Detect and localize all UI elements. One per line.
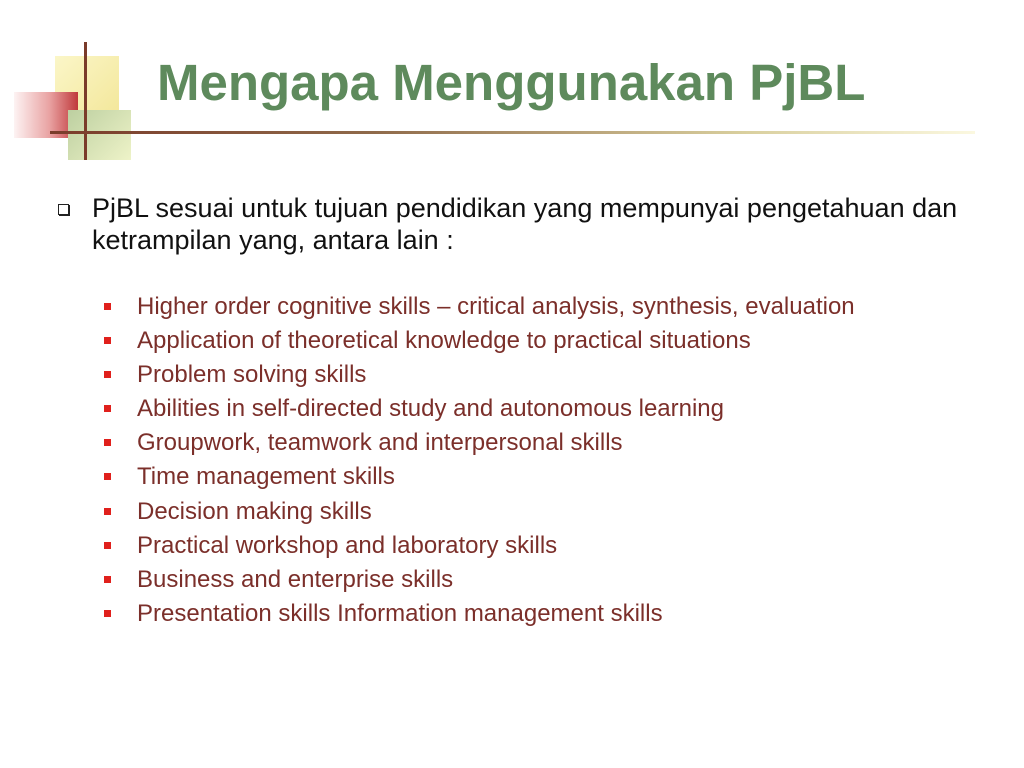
ornament-vertical-line: [84, 42, 87, 160]
red-square-bullet-icon: [104, 439, 111, 446]
list-item: [104, 290, 855, 324]
list-item-text: Time management skills: [137, 463, 395, 491]
slide-title: Mengapa Menggunakan PjBL: [157, 54, 866, 111]
hollow-square-bullet-icon: [58, 204, 69, 215]
title-underline: [50, 131, 975, 134]
list-item-text: Groupwork, teamwork and interpersonal skills: [137, 429, 623, 457]
list-item: [104, 324, 855, 358]
red-square-bullet-icon: [104, 508, 111, 515]
list-item-text: Practical workshop and laboratory skills: [137, 531, 558, 559]
list-item: [104, 563, 855, 597]
skills-list: [104, 290, 855, 631]
red-square-bullet-icon: [104, 542, 111, 549]
main-point-text: PjBL sesuai untuk tujuan pendidikan yang mempunyai pengetahuan dan ketrampilan yang, antara lain :: [92, 193, 958, 255]
red-square-bullet-icon: [104, 371, 111, 378]
ornament-green-square: [68, 110, 131, 160]
main-bullet-point: [58, 192, 958, 256]
list-item: [104, 529, 855, 563]
red-square-bullet-icon: [104, 610, 111, 617]
list-item: [104, 426, 855, 460]
list-item-text: Application of theoretical knowledge to practical situations: [137, 327, 751, 355]
list-item-text: Business and enterprise skills: [137, 565, 454, 593]
list-item: [104, 597, 855, 631]
list-item-text: Abilities in self-directed study and autonomous learning: [137, 395, 725, 423]
list-item: [104, 495, 855, 529]
list-item: [104, 392, 855, 426]
red-square-bullet-icon: [104, 337, 111, 344]
list-item: [104, 358, 855, 392]
list-item: [104, 460, 855, 494]
list-item-text: Presentation skills Information management skills: [137, 599, 663, 627]
list-item-text: Higher order cognitive skills – critical analysis, synthesis, evaluation: [137, 293, 855, 320]
red-square-bullet-icon: [104, 473, 111, 480]
corner-ornament: [0, 0, 140, 170]
red-square-bullet-icon: [104, 576, 111, 583]
red-square-bullet-icon: [104, 405, 111, 412]
list-item-text: Decision making skills: [137, 497, 372, 525]
list-item-text: Problem solving skills: [137, 361, 367, 389]
red-square-bullet-icon: [104, 303, 111, 310]
